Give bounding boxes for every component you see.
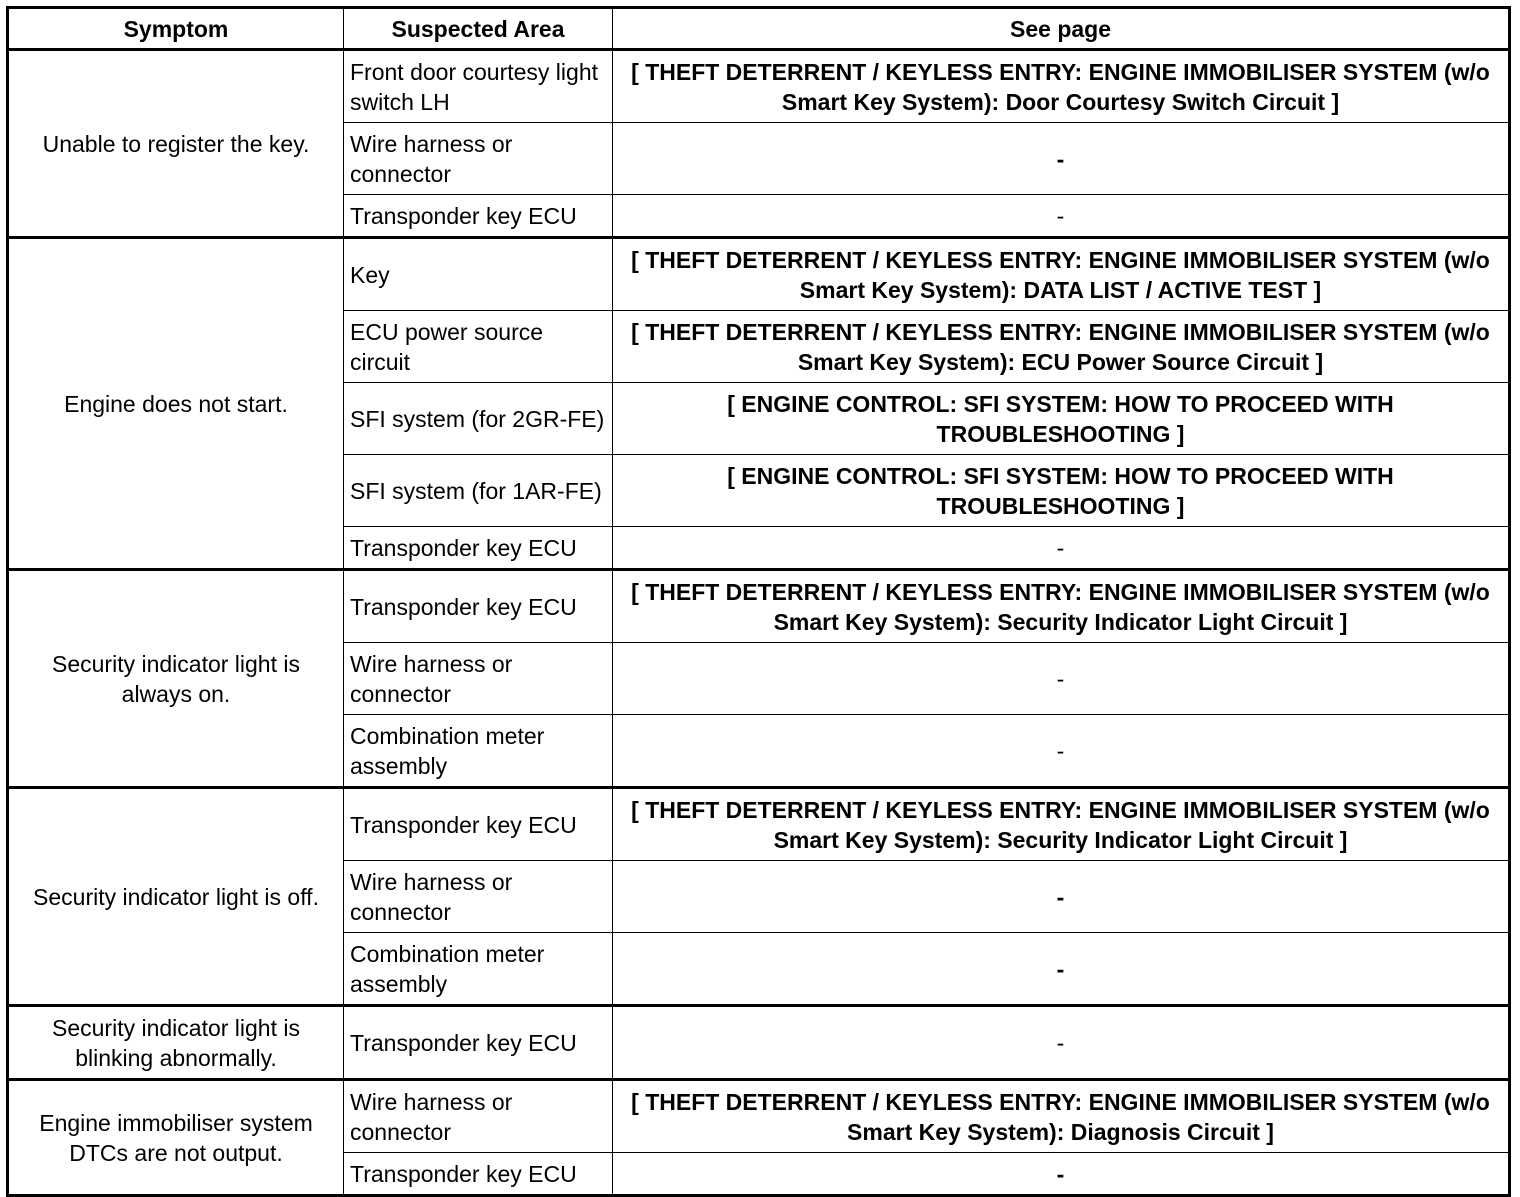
symptom-group [8,788,1510,1006]
table-row [8,570,1510,643]
suspected-area-cell: Wire harness or connector [344,861,613,933]
suspected-area-cell: Transponder key ECU [344,1153,613,1196]
suspected-area-cell: Transponder key ECU [344,527,613,570]
suspected-area-cell: Wire harness or connector [344,1080,613,1153]
see-page-link[interactable]: [ THEFT DETERRENT / KEYLESS ENTRY: ENGINE IMMOBILISER SYSTEM (w/o Smart Key System): Security Indicator Light Circuit ] [613,788,1510,861]
symptom-group [8,570,1510,788]
header-symptom: Symptom [8,8,344,50]
symptom-group [8,1006,1510,1080]
see-page-link[interactable]: [ THEFT DETERRENT / KEYLESS ENTRY: ENGINE IMMOBILISER SYSTEM (w/o Smart Key System): Door Courtesy Switch Circuit ] [613,50,1510,123]
symptom-group [8,1080,1510,1196]
see-page-cell: - [613,933,1510,1006]
symptom-cell: Security indicator light is blinking abnormally. [8,1006,344,1080]
see-page-link[interactable]: [ ENGINE CONTROL: SFI SYSTEM: HOW TO PROCEED WITH TROUBLESHOOTING ] [613,383,1510,455]
suspected-area-cell: Combination meter assembly [344,933,613,1006]
table-row [8,1080,1510,1153]
table-row [8,788,1510,861]
suspected-area-cell: Transponder key ECU [344,570,613,643]
see-page-cell: - [613,643,1510,715]
suspected-area-cell: Wire harness or connector [344,123,613,195]
symptom-group [8,50,1510,238]
see-page-cell: - [613,861,1510,933]
suspected-area-cell: Key [344,238,613,311]
see-page-link[interactable]: [ THEFT DETERRENT / KEYLESS ENTRY: ENGINE IMMOBILISER SYSTEM (w/o Smart Key System): ECU Power Source Circuit ] [613,311,1510,383]
symptom-group [8,238,1510,570]
symptom-cell: Engine does not start. [8,238,344,570]
see-page-cell: - [613,195,1510,238]
header-suspected-area: Suspected Area [344,8,613,50]
see-page-link[interactable]: [ ENGINE CONTROL: SFI SYSTEM: HOW TO PROCEED WITH TROUBLESHOOTING ] [613,455,1510,527]
suspected-area-cell: Transponder key ECU [344,1006,613,1080]
suspected-area-cell: Transponder key ECU [344,195,613,238]
troubleshooting-table [6,6,1511,1197]
see-page-link[interactable]: [ THEFT DETERRENT / KEYLESS ENTRY: ENGINE IMMOBILISER SYSTEM (w/o Smart Key System): Security Indicator Light Circuit ] [613,570,1510,643]
see-page-link[interactable]: [ THEFT DETERRENT / KEYLESS ENTRY: ENGINE IMMOBILISER SYSTEM (w/o Smart Key System): DATA LIST / ACTIVE TEST ] [613,238,1510,311]
see-page-cell: - [613,715,1510,788]
header-row [8,8,1510,50]
suspected-area-cell: SFI system (for 1AR-FE) [344,455,613,527]
suspected-area-cell: Front door courtesy light switch LH [344,50,613,123]
suspected-area-cell: ECU power source circuit [344,311,613,383]
see-page-cell: - [613,1006,1510,1080]
see-page-link[interactable]: [ THEFT DETERRENT / KEYLESS ENTRY: ENGINE IMMOBILISER SYSTEM (w/o Smart Key System): Diagnosis Circuit ] [613,1080,1510,1153]
symptom-cell: Engine immobiliser system DTCs are not output. [8,1080,344,1196]
suspected-area-cell: Wire harness or connector [344,643,613,715]
table-row [8,238,1510,311]
see-page-cell: - [613,1153,1510,1196]
suspected-area-cell: Combination meter assembly [344,715,613,788]
symptom-cell: Unable to register the key. [8,50,344,238]
suspected-area-cell: SFI system (for 2GR-FE) [344,383,613,455]
suspected-area-cell: Transponder key ECU [344,788,613,861]
symptom-cell: Security indicator light is always on. [8,570,344,788]
see-page-cell: - [613,123,1510,195]
symptom-cell: Security indicator light is off. [8,788,344,1006]
table-row [8,1006,1510,1080]
see-page-cell: - [613,527,1510,570]
header-see-page: See page [613,8,1510,50]
table-row [8,50,1510,123]
